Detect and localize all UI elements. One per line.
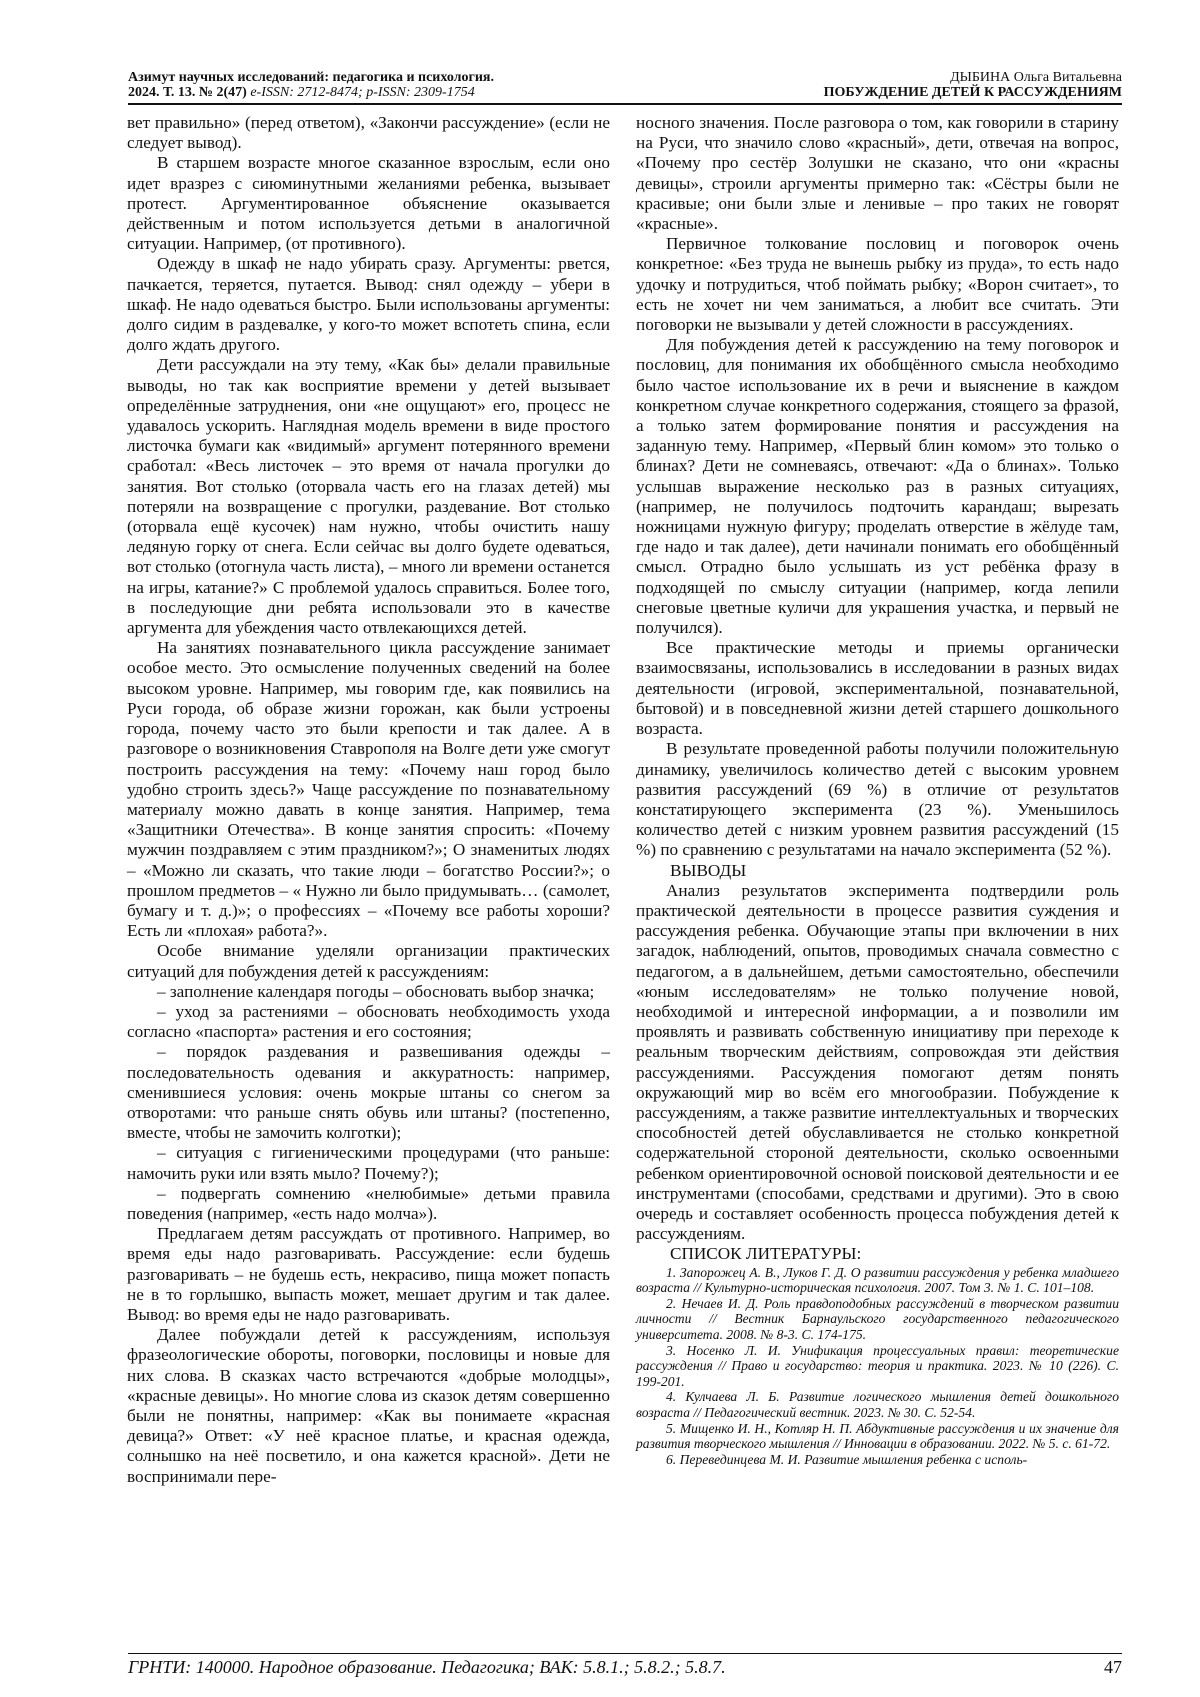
reference-item: 5. Мищенко И. Н., Котляр Н. П. Абдуктивные рассуждения и их значение для развития творческого мышления // Инновации в образовании. 2022. № 5. с. 61-72. — [636, 1420, 1119, 1452]
author-name: ДЫБИНА Ольга Витальевна — [950, 70, 1122, 85]
paragraph: Дети рассуждали на эту тему, «Как бы» делали правильные выводы, но так как восприятие времени у детей вызывает определённые затруднения, они «не ощущают» его, процесс не удавалось ускорить. Наглядная модель времени в виде простого листочка бумаги как «видимый» аргумент потерянного времени сработал: «Весь листочек – это время от начала прогулки до занятия. Вот столько (оторвала часть его на глазах детей) мы потеряли на возвращение с прогулки, раздевание. Вот столько (оторвала ещё кусочек) нам нужно, чтобы очистить нашу ледяную горку от снега. Если сейчас вы долго будете одеваться, вот столько (отогнула часть листа), – много ли времени останется на игры, катание?» С проблемой удалось справиться. Более того, в последующие дни ребята использовали это в качестве аргумента для убеждения часто отвлекающихся детей. — [127, 355, 610, 638]
right-column-body — [636, 113, 1119, 1265]
paragraph: В результате проведенной работы получили положительную динамику, увеличилось количество детей с высоким уровнем развития рассуждений (69 %) в отличие от результатов констатирующего эксперимента (23 %). Уменьшилось количество детей с низким уровнем развития рассуждений (15 %) по сравнению с результатами на начало эксперимента (52 %). — [636, 739, 1119, 860]
classification-codes: ГРНТИ: 140000. Народное образование. Педагогика; ВАК: 5.8.1.; 5.8.2.; 5.8.7. — [128, 1657, 726, 1677]
reference-item: 6. Перевединцева М. И. Развитие мышления ребенка с исполь- — [666, 1451, 1028, 1467]
paragraph: вет правильно» (перед ответом), «Закончи рассуждение» (если не следует вывод). — [127, 113, 610, 153]
journal-info — [128, 70, 494, 100]
page-footer — [128, 1653, 1122, 1678]
section-heading: СПИСОК ЛИТЕРАТУРЫ: — [670, 1244, 862, 1264]
reference-item: 3. Носенко Л. И. Унификация процессуальных правил: теоретические рассуждения // Право и государство: теория и практика. 2023. № 10 (226). С. 199-201. — [636, 1342, 1119, 1389]
issue-number: 2024. Т. 13. № 2(47) — [128, 85, 247, 100]
reference-list — [636, 1265, 1119, 1468]
paragraph: В старшем возрасте многое сказанное взрослым, если оно идет вразрез с сиюминутными желаниями ребенка, вызывает протест. Аргументированное объяснение оказывается действенным и потом используется детьми в аналогичной ситуации. Например, (от противного). — [127, 153, 610, 254]
paragraph: Особе внимание уделяли организации практических ситуаций для побуждения детей к рассуждениям: — [127, 941, 610, 981]
right-column — [636, 113, 1119, 1467]
paragraph: Одежду в шкаф не надо убирать сразу. Аргументы: рвется, пачкается, теряется, путается. Вывод: снял одежду – убери в шкаф. Не надо одеваться быстро. Были использованы аргументы: долго сидим в раздевалке, у кого-то может вспотеть спина, если долго ждать другого. — [127, 254, 610, 355]
section-heading: ВЫВОДЫ — [670, 860, 747, 880]
paragraph: носного значения. После разговора о том, как говорили в старину на Руси, что значило слово «красный», дети, отвечая на вопрос, «Почему про сестёр Золушки не сказано, что они «красны девицы», строили аргументы примерно так: «Сёстры были не красивые; они были злые и ленивые – про таких не говорят «красные». — [636, 113, 1119, 234]
page-number: 47 — [1104, 1657, 1122, 1677]
paragraph: – подвергать сомнению «нелюбимые» детьми правила поведения (например, «есть надо молча»). — [127, 1183, 610, 1223]
article-info — [824, 70, 1122, 100]
paragraph: – заполнение календаря погоды – обосновать выбор значка; — [157, 981, 595, 1001]
paragraph: Для побуждения детей к рассуждению на тему поговорок и пословиц, для понимания их обобщённого смысла необходимо было частое использование их в речи и выяснение в каждом конкретном случае конкретного содержания, стоящего за фразой, а только затем формирование понятия и рассуждения на заданную тему. Например, «Первый блин комом» это только о блинах? Дети не сомневаясь, отвечают: «Да о блинах». Только услышав выражение несколько раз в разных ситуациях, (например, не получилось подточить карандаш; вырезать ножницами нужную фигуру; проделать отверстие в жёлуде там, где надо и так далее), дети начинали понимать его обобщённый смысл. Отрадно было услышать из уст ребёнка фразу в подходящей по смыслу ситуации (например, когда лепили снеговые цветные куличи для украшения участка, и первый не получился). — [636, 335, 1119, 638]
paragraph: – ситуация с гигиеническими процедурами (что раньше: намочить руки или взять мыло? Почему?); — [127, 1143, 610, 1183]
paragraph: Все практические методы и приемы органически взаимосвязаны, использовались в исследовании в разных видах деятельности (игровой, экспериментальной, познавательной, бытовой) и в повседневной жизни детей старшего дошкольного возраста. — [636, 638, 1119, 739]
paragraph: На занятиях познавательного цикла рассуждение занимает особое место. Это осмысление полученных сведений на более высоком уровне. Например, мы говорим где, как появились на Руси города, об образе жизни горожан, как были устроены города, почему часто это были крепости и так далее. А в разговоре о возникновения Ставрополя на Волге дети уже смогут построить рассуждения на тему: «Почему наш город было удобно строить здесь?» Чаще рассуждение по познавательному материалу можно давать в конце занятия. Например, тема «Защитники Отечества». В конце занятия спросить: «Почему мужчин поздравляем с этим праздником?»; О знаменитых людях – «Можно ли сказать, что такие люди – богатство России?»; о прошлом предметов – « Нужно ли было придумывать… (самолет, бумагу и т. д.)»; о профессиях – «Почему все работы хороши? Есть ли «плохая» работа?». — [127, 638, 610, 941]
article-title: ПОБУЖДЕНИЕ ДЕТЕЙ К РАССУЖДЕНИЯМ — [823, 85, 1122, 100]
paragraph: Первичное толкование пословиц и поговорок очень конкретное: «Без труда не вынешь рыбку из пруда», то есть надо удочку и потрудиться, чтоб поймать рыбку; «Ворон считает», то есть не хочет ни чем заниматься, а любит все считать. Эти поговорки не вызывали у детей сложности в рассуждениях. — [636, 234, 1119, 335]
paragraph: Далее побуждали детей к рассуждениям, используя фразеологические обороты, поговорки, пословицы и новые для них слова. В сказках часто встречаются «добрые молодцы», «красные девицы». Но многие слова из сказок детям совершенно были не понятны, например: «Как вы понимаете «красная девица?» Ответ: «У неё красное платье, и красная одежда, солнышко на неё посветило, и она кажется красной». Дети не воспринимали пере- — [127, 1325, 610, 1486]
paragraph: Анализ результатов эксперимента подтвердили роль практической деятельности в процессе развития суждения и рассуждения ребенка. Обучающие этапы при включении в них загадок, наблюдений, опытов, проводимых сначала совместно с педагогом, а в дальнейшем, детьми самостоятельно, обеспечили «юным исследователям» не только получение новой, необходимой и интересной информации, а и позволили им проявлять и развивать собственную инициативу при переходе к реальным творческим действиям, сопровождая эти действия рассуждениями. Рассуждения помогают детям понять окружающий мир во всём его многообразии. Побуждение к рассуждениям, а также развитие интеллектуальных и творческих способностей детей обуславливается не столько конкретной содержательной стороной деятельности, сколько освоенными ребенком ориентировочной основой поисковой деятельности и ее инструментами (способами, средствами и другими). Это в свою очередь и составляет особенность процесса побуждения детей к рассуждениям. — [636, 880, 1119, 1244]
paragraph: Предлагаем детям рассуждать от противного. Например, во время еды надо разговаривать. Рассуждение: если будешь разговаривать – не будешь есть, некрасиво, пища может попасть не в то горлышко, выпасть может, мешает другим и так далее. Вывод: во время еды не надо разговаривать. — [127, 1224, 610, 1324]
issn: e-ISSN: 2712-8474; p-ISSN: 2309-1754 — [250, 85, 475, 100]
journal-title: Азимут научных исследований: педагогика и психология. — [128, 70, 495, 85]
reference-item: 4. Кулчаева Л. Б. Развитие логического мышления детей дошкольного возраста // Педагогический вестник. 2023. № 30. С. 52-54. — [636, 1389, 1119, 1420]
paragraph: – порядок раздевания и развешивания одежды – последовательность одевания и аккуратность: например, сменившиеся условия: очень мокрые штаны со снегом за отворотами: что раньше снять обувь или штаны? (постепенно, вместе, чтобы не замочить колготки); — [127, 1042, 610, 1143]
reference-item: 2. Нечаев И. Д. Роль правдоподобных рассуждений в творческом развитии личности // Вестник Барнаульского государственного педагогического университета. 2008. № 8-3. С. 174-175. — [636, 1295, 1119, 1342]
left-column — [127, 113, 610, 1487]
reference-item: 1. Запорожец А. В., Луков Г. Д. О развитии рассуждения у ребенка младшего возраста // Культурно-историческая психология. 2007. Том 3. № 1. С. 101–108. — [636, 1264, 1119, 1296]
running-header — [128, 70, 1122, 105]
paragraph: – уход за растениями – обосновать необходимость ухода согласно «паспорта» растения и его состояния; — [127, 1001, 610, 1042]
